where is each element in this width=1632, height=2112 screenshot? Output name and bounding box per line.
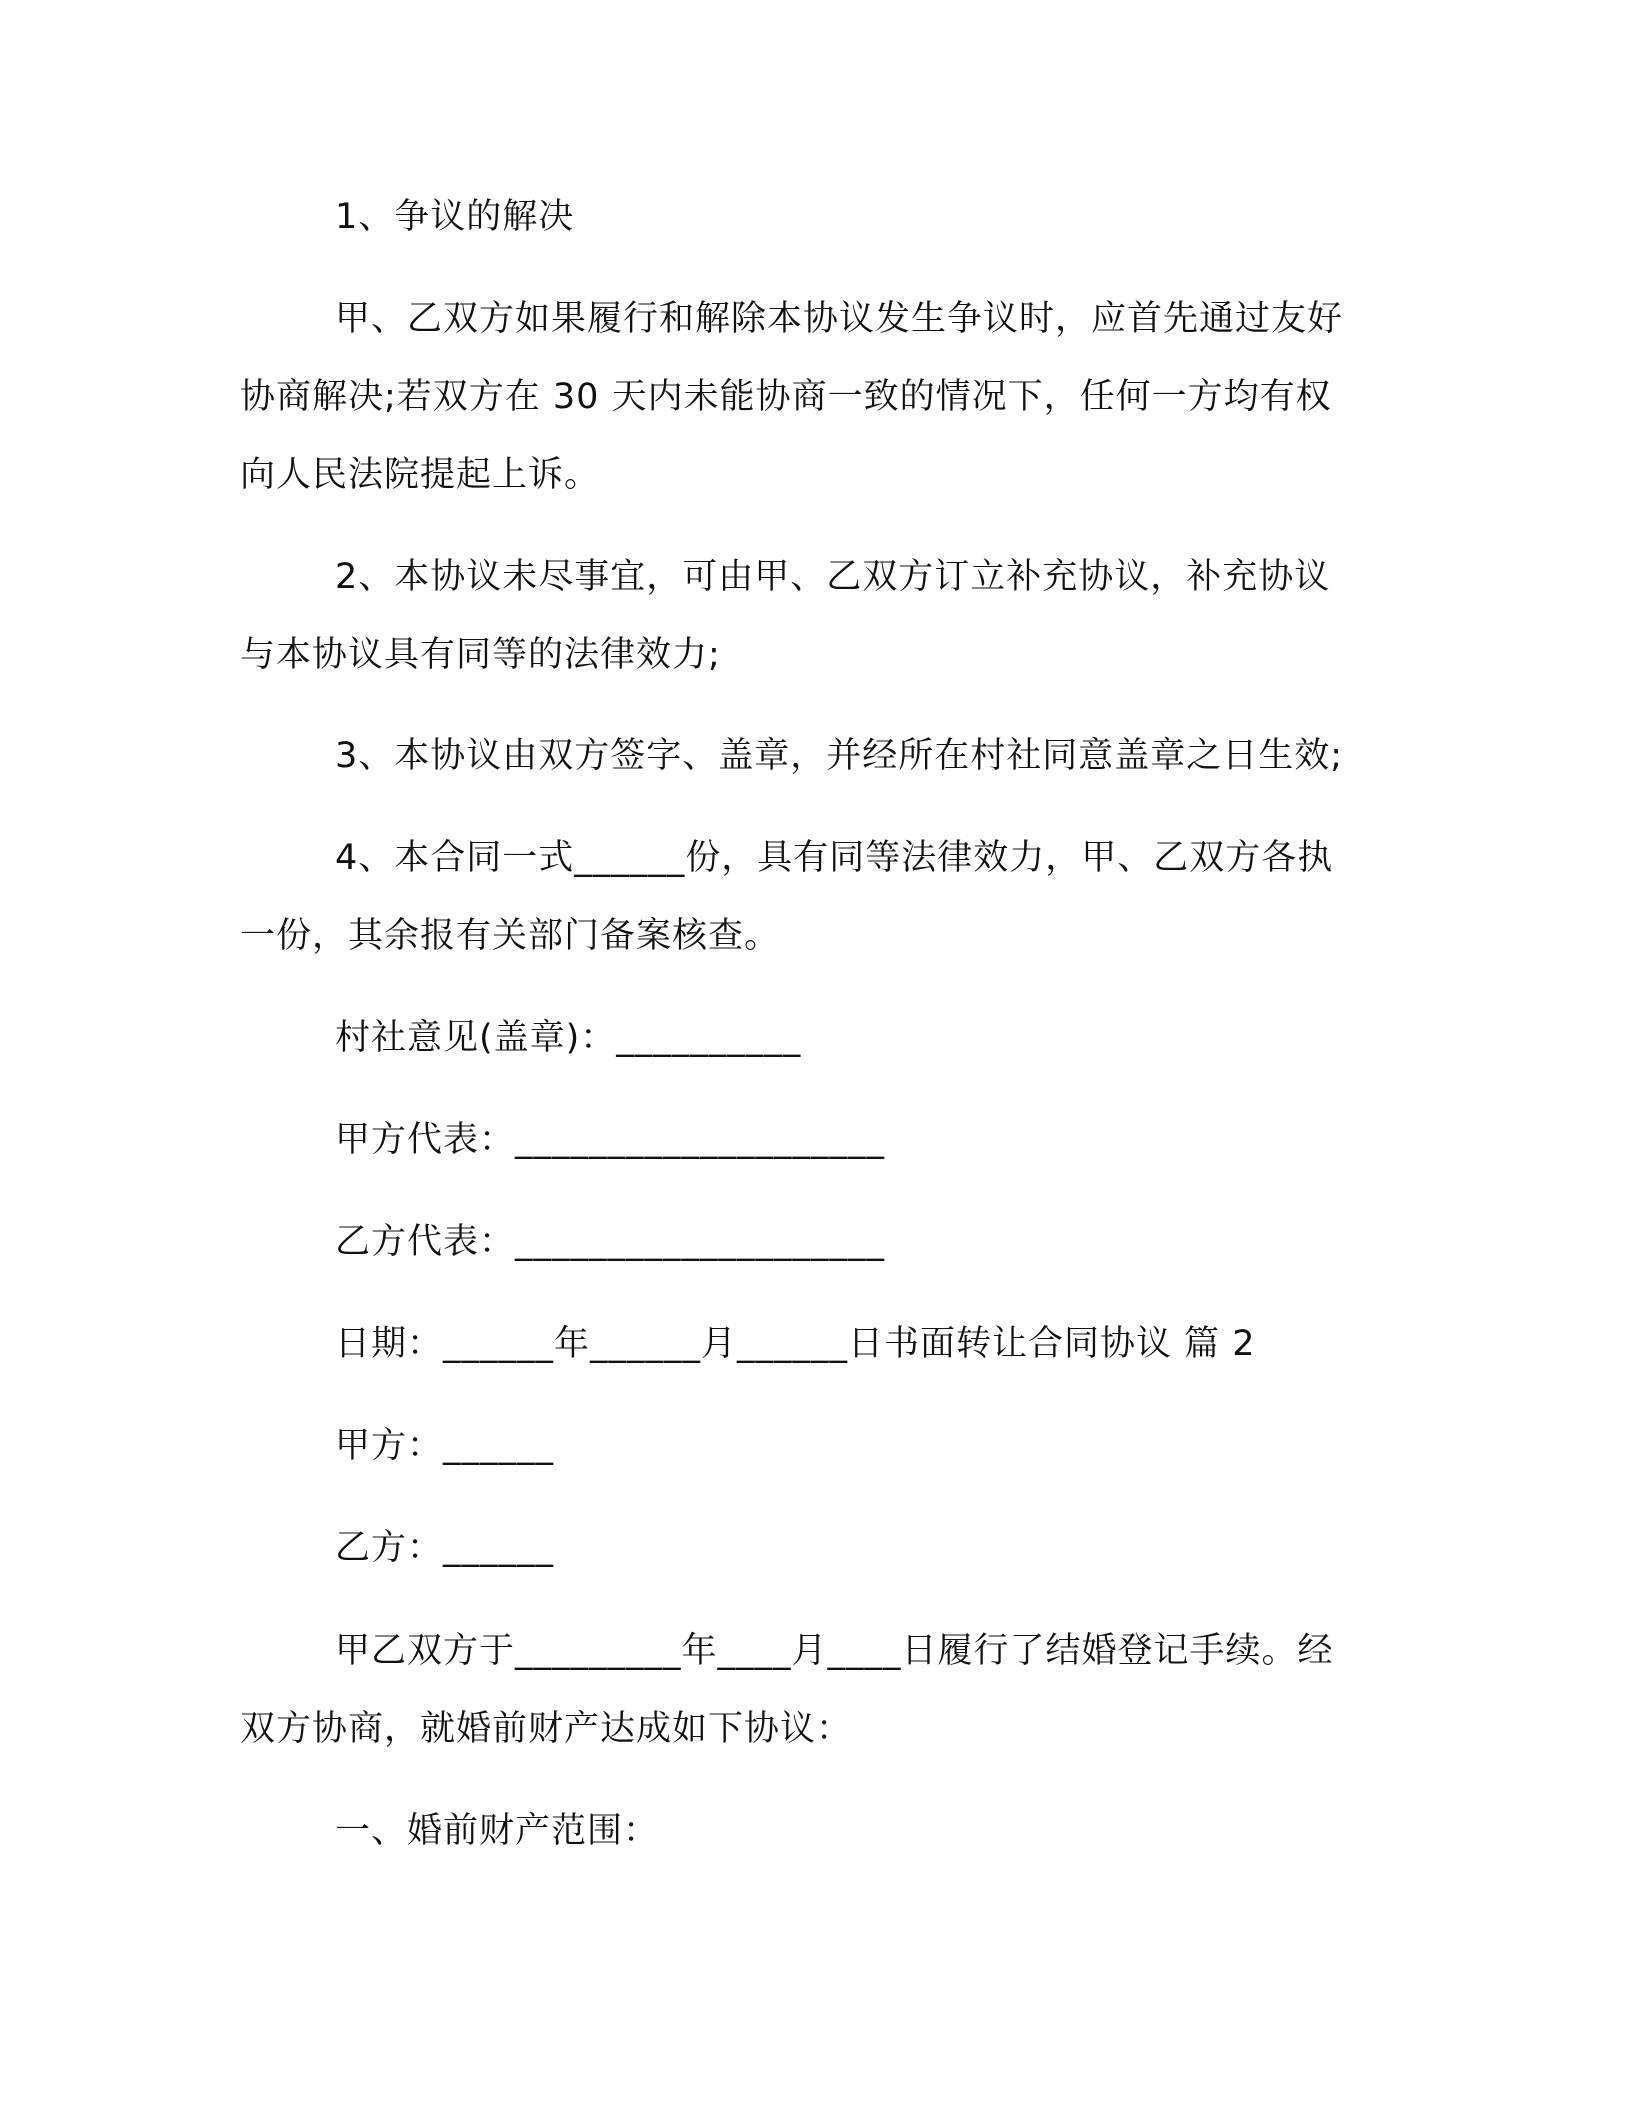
clause-2-line-2: 与本协议具有同等的法律效力; [240, 635, 721, 675]
clause-4-line-1: 4、本合同一式______份，具有同等法律效力，甲、乙双方各执 [335, 838, 1334, 878]
party-b-representative-field: 乙方代表：____________________ [335, 1222, 886, 1262]
clause-2-line-1: 2、本协议未尽事宜，可由甲、乙双方订立补充协议，补充协议 [335, 557, 1331, 597]
party-a-representative-field: 甲方代表：____________________ [335, 1120, 886, 1160]
paragraph-dispute-line-2: 协商解决;若双方在 30 天内未能协商一致的情况下，任何一方均有权 [240, 377, 1332, 417]
party-a-field: 甲方：______ [335, 1426, 555, 1466]
village-opinion-field: 村社意见(盖章)：__________ [335, 1018, 802, 1058]
paragraph-dispute-line-3: 向人民法院提起上诉。 [240, 455, 601, 495]
clause-3: 3、本协议由双方签字、盖章，并经所在村社同意盖章之日生效; [335, 736, 1344, 776]
section-heading-dispute: 1、争议的解决 [335, 197, 575, 237]
paragraph-dispute-line-1: 甲、乙双方如果履行和解除本协议发生争议时，应首先通过友好 [335, 299, 1344, 339]
section-heading-premarital-property: 一、婚前财产范围： [335, 1811, 660, 1851]
marriage-paragraph-line-1: 甲乙双方于_________年____月____日履行了结婚登记手续。经 [335, 1631, 1334, 1671]
clause-4-line-2: 一份，其余报有关部门备案核查。 [240, 916, 781, 956]
party-b-field: 乙方：______ [335, 1528, 555, 1568]
date-field: 日期：______年______月______日书面转让合同协议 篇 2 [335, 1324, 1256, 1364]
marriage-paragraph-line-2: 双方协商，就婚前财产达成如下协议： [240, 1709, 853, 1749]
